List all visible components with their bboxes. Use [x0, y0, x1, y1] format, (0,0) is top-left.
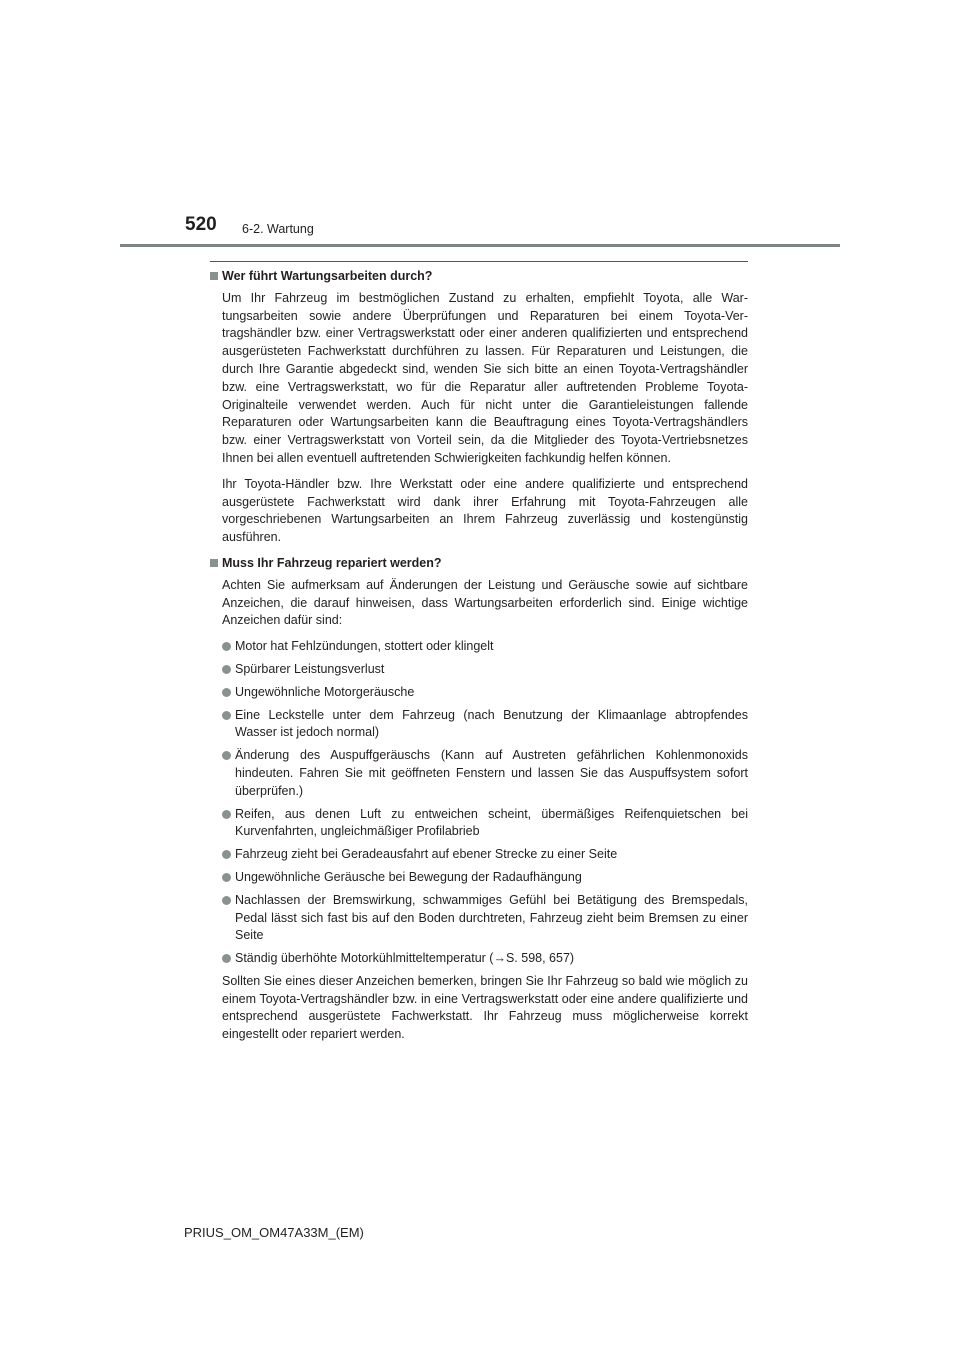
- header-rule: [120, 244, 840, 247]
- list-item: [222, 869, 748, 887]
- list-item-text: Ständig überhöhte Motorkühlmitteltemperatur (→S. 598, 657): [235, 951, 575, 966]
- list-item-text: Fahrzeug zieht bei Geradeausfahrt auf ebener Strecke zu einer Seite: [235, 847, 618, 862]
- footer-document-code: PRIUS_OM_OM47A33M_(EM): [184, 1225, 364, 1240]
- heading-text: Wer führt Wartungsarbeiten durch?: [222, 269, 433, 283]
- paragraph: Um Ihr Fahrzeug im bestmöglichen Zustand zu erhalten, empfiehlt Toyota, alle Wartungsarbeiten sowie andere Überprüfungen und Reparaturen bei einem Toyota-Vertragshändler bzw. einer Vertragswerkstatt oder einer anderen qualifizierten und entsprechend ausgerüsteten Fachwerkstatt durchführen zu lassen. Für Reparaturen und Leistungen, die durch Ihre Garantie abgedeckt sind, wenden Sie sich bitte an einen Toyota-Vertragshändler bzw. eine Vertragswerkstatt, wo für die Reparatur aller auftretenden Probleme Toyota-Originalteile verwendet werden. Auch für nicht unter die Garantieleistungen fallende Reparaturen oder Wartungsarbeiten kann die Beauftragung eines Toyota-Vertragshändlers bzw. einer Vertragswerkstatt von Vorteil sein, da die Mitglieder des Toyota-Vertriebsnetzes Ihnen bei allen eventuell auftretenden Schwierigkeiten fachkundig helfen können.: [222, 290, 748, 465]
- list-item: [222, 806, 748, 842]
- section-heading-maintenance: [210, 268, 748, 286]
- list-item: [222, 846, 748, 864]
- list-item-text: Änderung des Auspuffgeräuschs (Kann auf Austreten gefährlichen Kohlenmonoxids hindeuten. Fahren Sie mit geöffneten Fenstern und lassen Sie das Auspuffsystem sofort überprüfen.): [235, 748, 748, 798]
- circle-bullet-icon: [222, 810, 231, 819]
- list-item-text: Ungewöhnliche Motorgeräusche: [235, 684, 415, 699]
- list-item-text: Nachlassen der Bremswirkung, schwammiges Gefühl bei Betätigung des Bremspedals, Pedal lässt sich fast bis auf den Boden durchtreten, Fahrzeug zieht beim Bremsen zu einer Seite: [235, 892, 748, 943]
- list-item-text: Reifen, aus denen Luft zu entweichen scheint, übermäßiges Reifenquietschen bei Kurvenfahrten, ungleichmäßiger Profilabrieb: [235, 806, 748, 839]
- list-item: [222, 707, 748, 743]
- section-title: 6-2. Wartung: [242, 222, 314, 236]
- list-item: [222, 638, 748, 656]
- list-item-text: Eine Leckstelle unter dem Fahrzeug (nach Benutzung der Klimaanlage abtropfendes Wasser ist jedoch normal): [235, 707, 748, 740]
- list-item: [222, 684, 748, 702]
- page-content: [210, 268, 748, 1052]
- square-bullet-icon: [210, 272, 218, 280]
- square-bullet-icon: [210, 559, 218, 567]
- content-rule: [210, 261, 748, 262]
- circle-bullet-icon: [222, 850, 231, 859]
- list-item-text: Spürbarer Leistungsverlust: [235, 661, 385, 676]
- list-item-text: Motor hat Fehlzündungen, stottert oder klingelt: [235, 639, 494, 654]
- list-item: [222, 892, 748, 945]
- circle-bullet-icon: [222, 688, 231, 697]
- page-number: 520: [185, 214, 217, 235]
- paragraph: Ihr Toyota-Händler bzw. Ihre Werkstatt oder eine andere qualifizierte und entsprechend ausgerüstete Fachwerkstatt wird dank ihrer Erfahrung mit Toyota-Fahrzeugen alle vorgeschriebenen Wartungsarbeiten an Ihrem Fahrzeug zuverlässig und kostengünstig ausführen.: [222, 476, 748, 545]
- circle-bullet-icon: [222, 711, 231, 720]
- circle-bullet-icon: [222, 873, 231, 882]
- circle-bullet-icon: [222, 896, 231, 905]
- list-item: [222, 747, 748, 800]
- paragraph: Sollten Sie eines dieser Anzeichen bemerken, bringen Sie Ihr Fahrzeug so bald wie möglich zu einem Toyota-Vertragshändler bzw. in eine Vertragswerkstatt oder eine andere qualifizierte und entsprechend ausgerüstete Fachwerkstatt. Ihr Fahrzeug muss möglicherweise korrekt eingestellt oder repariert werden.: [222, 973, 748, 1042]
- heading-text: Muss Ihr Fahrzeug repariert werden?: [222, 555, 442, 570]
- list-item-text: Ungewöhnliche Geräusche bei Bewegung der Radaufhängung: [235, 869, 582, 884]
- paragraph: Achten Sie aufmerksam auf Änderungen der Leistung und Geräusche sowie auf sichtbare Anzeichen, die darauf hinweisen, dass Wartungsarbeiten erforderlich sind. Einige wichtige Anzeichen dafür sind:: [222, 577, 748, 628]
- list-item: [222, 661, 748, 679]
- circle-bullet-icon: [222, 642, 231, 651]
- circle-bullet-icon: [222, 954, 231, 963]
- section-heading-repair: [210, 555, 748, 573]
- list-item: [222, 950, 748, 968]
- circle-bullet-icon: [222, 665, 231, 674]
- circle-bullet-icon: [222, 751, 231, 760]
